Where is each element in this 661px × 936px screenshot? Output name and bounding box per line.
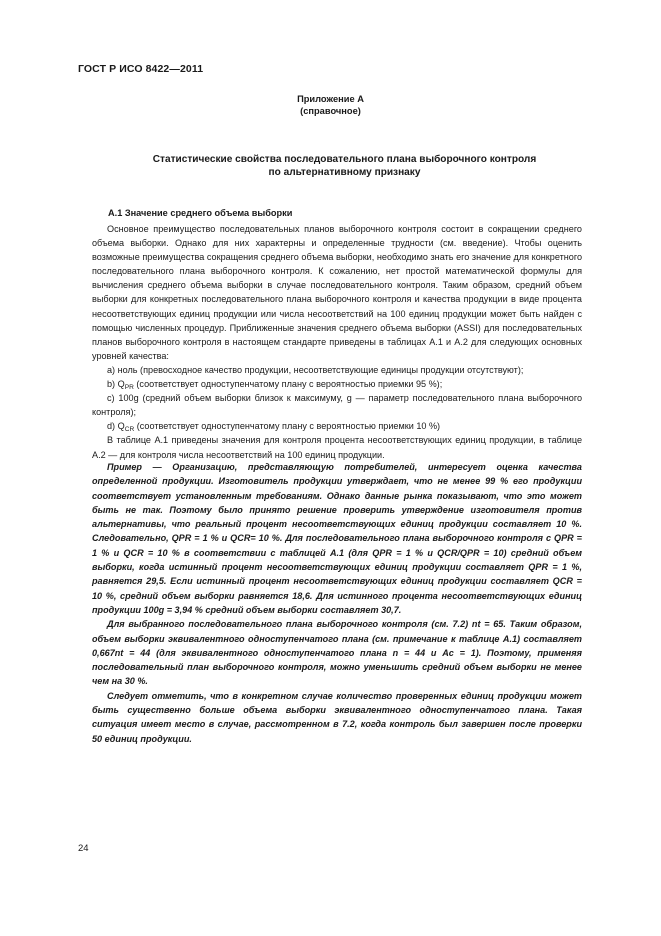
list-item-d-prefix: d) Q xyxy=(107,421,125,432)
list-item-b xyxy=(92,377,582,391)
intro-paragraph: Основное преимущество последовательных планов выборочного контроля состоит в сокращении среднего объема выборки. Однако для них характерны и определенные трудности (см. введение). Чтобы оценить возможные преимущества сокращения среднего объема выборки, необходимо знать его значение для конкретного последовательного плана выборочного контроля. К сожалению, нет простой математической формулы для вычисления среднего объема выборки в случае последовательного контроля. Таким образом, средний объем выборки для конкретных последовательного плана выборочного контроля и качества продукции в виде процента несоответствующих единиц продукции или числа несоответствий на 100 единиц продукции может быть найден с помощью численных процедур. Приближенные значения среднего объема выборки (ASSI) для последовательных планов выборочного контроля в настоящем стандарте приведены в таблицах А.1 и А.2 для следующих основных уровней качества: xyxy=(92,224,582,361)
list-item-c: c) 100g (средний объем выборки близок к максимуму, g — параметр последовательного плана выборочного контроля); xyxy=(92,393,582,418)
annex-heading xyxy=(0,93,661,117)
list-item-d-text: (соответствует одноступенчатому плану с вероятностью приемки 10 %) xyxy=(134,421,441,432)
list-item-b-subscript: PR xyxy=(124,384,134,392)
list-item-d-subscript: CR xyxy=(124,426,135,434)
example-paragraph-3: Следует отметить, что в конкретном случае количество проверенных единиц продукции может быть существенно больше объема выборки эквивалентного одноступенчатого плана. Такая ситуация имеет место в случае, рассмотренном в 7.2, когда контроль был завершен после проверки 50 единиц продукции. xyxy=(92,690,582,744)
example-paragraph-1: Пример — Организацию, представляющую потребителей, интересует оценка качества определенной продукции. Изготовитель продукции утверждает, что не менее 99 % его продукции соответствует установленным требованиям. Однако данные рынка показывают, что это может быть не так. Поэтому было принято решение проверить утверждение изготовителя против альтернативы, что реальный процент несоответствующих единиц продукции составляет 10 %. Следовательно, QPR = 1 % и QCR= 10 %. Для последовательного плана выборочного контроля с QPR = 1 % и QCR = 10 % в соответствии с таблицей А.1 (для QPR = 1 % и QCR/QPR = 10) средний объем выборки, когда истинный процент несоответствующих единиц продукции составляет QPR = 1 %, равняется 29,5. Если истинный процент несоответствующих единиц продукции составляет QCR = 10 %, средний объем выборки равняется 18,6. Для истинного процента несоответствующих единиц продукции 100g = 3,94 % средний объем выборки составляет 30,7. xyxy=(92,462,582,615)
section-body xyxy=(92,222,582,462)
list-item-a: а) ноль (превосходное качество продукции, несоответствующие единицы продукции отсутствуют); xyxy=(107,364,524,375)
example-paragraph-2: Для выбранного последовательного плана выборочного контроля (см. 7.2) nt = 65. Таким образом, объем выборки эквивалентного одноступенчатого плана (см. примечание к таблице А.1) составляет 0,667nt = 44 (для эквивалентного одноступенчатого плана n = 44 и Ac = 1). Поэтому, применяя последовательный план выборочного контроля, можно уменьшить средний объем выборки не менее чем на 30 %. xyxy=(92,619,582,687)
list-item-b-prefix: b) Q xyxy=(107,379,125,390)
list-item-b-text: (соответствует одноступенчатому плану с вероятностью приемки 95 %); xyxy=(133,379,443,390)
list-item-d xyxy=(92,419,582,433)
main-title-line-2: по альтернативному признаку xyxy=(268,167,421,178)
example-block xyxy=(92,460,582,746)
annex-main-title xyxy=(100,153,589,179)
annex-title: Приложение А xyxy=(297,94,364,104)
annex-subtitle: (справочное) xyxy=(300,106,361,116)
page-number: 24 xyxy=(78,843,89,854)
closing-paragraph: В таблице А.1 приведены значения для контроля процента несоответствующих единиц продукции, в таблице А.2 — для контроля числа несоответствий на 100 единиц продукции. xyxy=(92,435,582,460)
standard-header: ГОСТ Р ИСО 8422—2011 xyxy=(78,63,204,75)
main-title-line-1: Статистические свойства последовательного плана выборочного контроля xyxy=(152,154,537,165)
section-heading: А.1 Значение среднего объема выборки xyxy=(108,208,293,218)
